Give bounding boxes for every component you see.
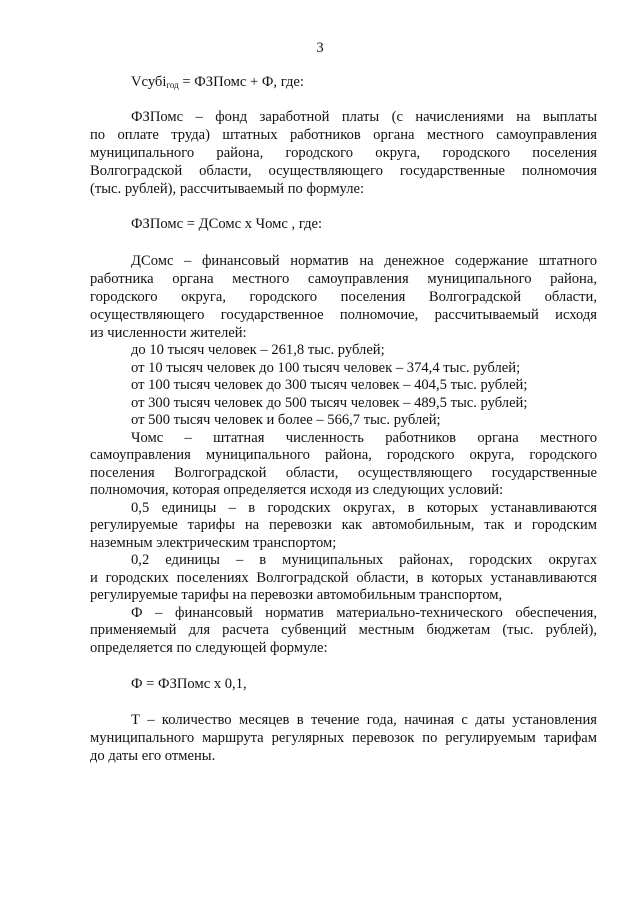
para-ds-line: из численности жителей: <box>90 325 247 341</box>
population-tier: от 10 тысяч человек до 100 тысяч человек – 374,4 тыс. рублей; <box>131 360 521 376</box>
population-tier: от 100 тысяч человек до 300 тысяч человек – 404,5 тыс. рублей; <box>131 377 528 393</box>
para-fzp-line: ФЗПомс – фонд заработной платы (с начислениями на выплаты <box>131 109 597 125</box>
para-ds-line: ДСомс – финансовый норматив на денежное содержание штатного <box>131 253 597 269</box>
formula-f: Ф = ФЗПомс х 0,1, <box>131 676 247 692</box>
formula-fzp: ФЗПомс = ДСомс х Чомс , где: <box>131 216 323 232</box>
condition-line: наземным электрическим транспортом; <box>90 535 337 551</box>
para-f-line: применяемый для расчета субвенций местным бюджетам (тыс. рублей), <box>90 622 597 638</box>
para-ds-line: работника органа местного самоуправления муниципального района, <box>90 271 597 287</box>
formula-vsub <box>131 74 304 94</box>
para-ch-line: поселения Волгоградской области, осуществляющего государственные <box>90 465 597 481</box>
para-t-line: муниципального маршрута регулярных перевозок по регулируемым тарифам <box>90 730 597 746</box>
para-f-line: Ф – финансовый норматив материально-технического обеспечения, <box>131 605 597 621</box>
formula-vsub-lead: Vсубі <box>131 74 167 90</box>
para-ch-line: самоуправления муниципального района, городского округа, городского <box>90 447 597 463</box>
population-tier: до 10 тысяч человек – 261,8 тыс. рублей; <box>131 342 385 358</box>
formula-vsub-subscript: год <box>166 80 179 90</box>
para-fzp-line: Волгоградской области, осуществляющего государственные полномочия <box>90 163 597 179</box>
population-tier: от 300 тысяч человек до 500 тысяч человек – 489,5 тыс. рублей; <box>131 395 528 411</box>
para-fzp-line: по оплате труда) штатных работников органа местного самоуправления <box>90 127 597 143</box>
para-ch-line: Чомс – штатная численность работников органа местного <box>131 430 597 446</box>
population-tier: от 500 тысяч человек и более – 566,7 тыс. рублей; <box>131 412 441 428</box>
para-fzp-line: муниципального района, городского округа, городского поселения <box>90 145 597 161</box>
condition-line: 0,2 единицы – в муниципальных районах, городских округах <box>131 552 597 568</box>
condition-line: регулируемые тарифы на перевозки автомобильным транспортом, <box>90 587 503 603</box>
condition-line: регулируемые тарифы на перевозки как автомобильным, так и городским <box>90 517 597 533</box>
page-number: 3 <box>316 40 324 56</box>
para-ch-line: полномочия, которая определяется исходя из следующих условий: <box>90 482 504 498</box>
para-t-line: Т – количество месяцев в течение года, начиная с даты установления <box>131 712 597 728</box>
condition-line: 0,5 единицы – в городских округах, в которых устанавливаются <box>131 500 597 516</box>
para-f-line: определяется по следующей формуле: <box>90 640 328 656</box>
para-ds-line: городского округа, городского поселения Волгоградской области, <box>90 289 597 305</box>
para-fzp-line: (тыс. рублей), рассчитываемый по формуле: <box>90 181 365 197</box>
condition-line: и городских поселениях Волгоградской области, в которых устанавливаются <box>90 570 597 586</box>
para-t-line: до даты его отмены. <box>90 748 216 764</box>
formula-vsub-tail: = ФЗПомс + Ф, где: <box>178 74 304 90</box>
para-ds-line: осуществляющего государственное полномочие, рассчитываемый исходя <box>90 307 597 323</box>
